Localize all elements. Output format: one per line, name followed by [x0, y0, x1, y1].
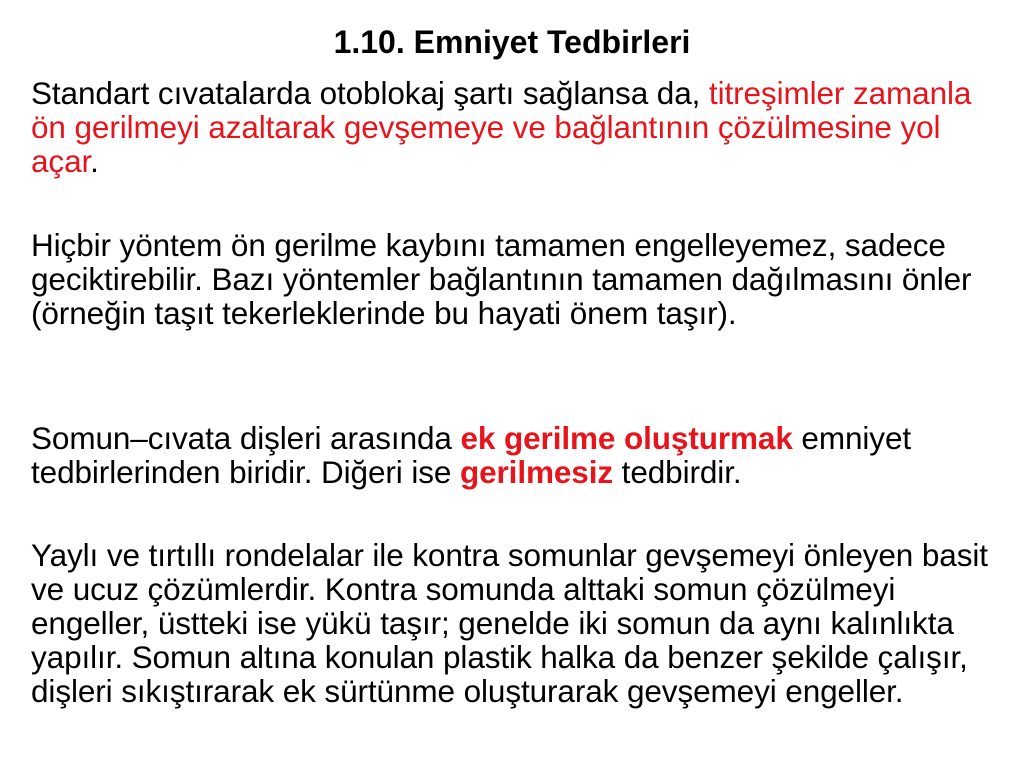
slide-title: 1.10. Emniyet Tedbirleri [333, 24, 691, 60]
highlighted-text: titreşimler zamanla ön gerilmeyi azaltarak gevşemeye ve bağlantının çözülmesine yol açar [31, 75, 972, 179]
paragraph-text: Somun–cıvata dişleri arasında [31, 420, 461, 456]
paragraph-text: Standart cıvatalarda otoblokaj şartı sağlansa da, [31, 75, 709, 111]
highlighted-text: ek gerilme oluşturmak [460, 420, 793, 456]
paragraph-preload-loss [31, 228, 1006, 330]
paragraph-text: emniyet tedbirlerinden biridir. Diğeri ise [31, 420, 912, 490]
paragraph-text: . [90, 143, 99, 179]
paragraph-washers-locknuts [31, 538, 1006, 708]
paragraph-text: Yaylı ve tırtıllı rondelalar ile kontra somunlar gevşemeyi önleyen basit ve ucuz çözümlerdir. Kontra somunda alttaki somun çözülmeyi engeller, üstteki ise yükü taşır; genelde iki somun da aynı kalınlıkta yapılır. Somun altına konulan plastik halka da benzer şekilde çalışır, dişleri sıkıştırarak ek sürtünme oluşturarak gevşemeyi engeller. [31, 537, 988, 709]
highlighted-text: gerilmesiz [459, 454, 614, 490]
paragraph-safety-measures [31, 421, 1006, 489]
paragraph-text: Hiçbir yöntem ön gerilme kaybını tamamen engelleyemez, sadece geciktirebilir. Bazı yöntemler bağlantının tamamen dağılmasını önler (örneğin taşıt tekerleklerinde bu hayati önem taşır). [31, 227, 972, 331]
paragraph-loosening-cause [31, 76, 1006, 178]
paragraph-text: tedbirdir. [613, 454, 742, 490]
